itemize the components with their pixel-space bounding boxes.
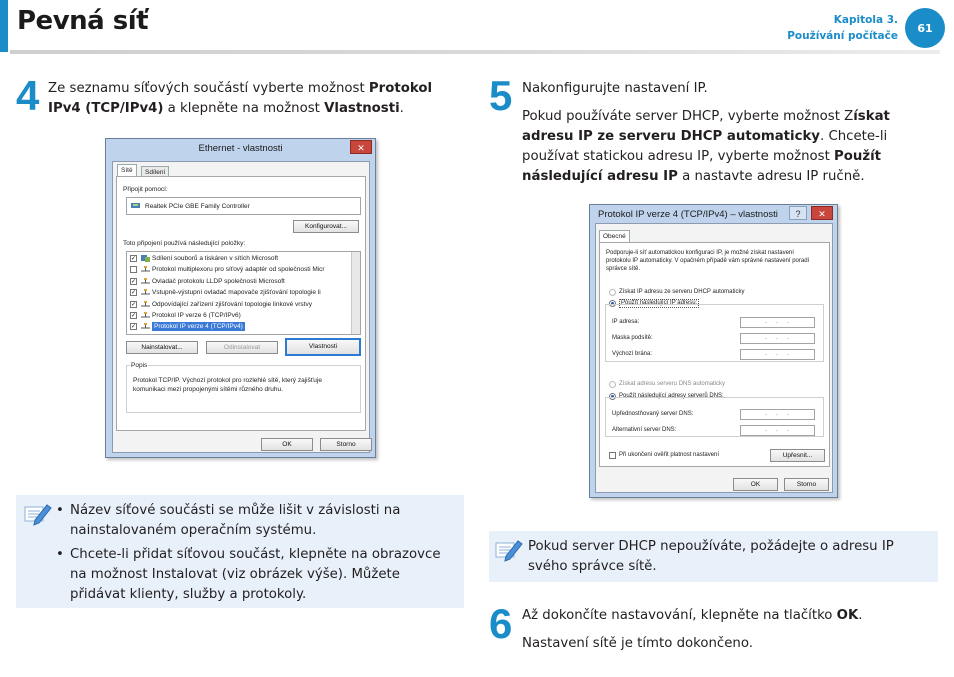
description-group (126, 362, 361, 413)
step-5-text (522, 79, 940, 195)
install-button[interactable]: Nainstalovat... (126, 341, 198, 354)
header-accent-bar (0, 0, 8, 52)
advanced-button[interactable]: Upřesnit... (770, 449, 825, 462)
manual-dns-label: Použít následující adresy serverů DNS: (619, 393, 724, 399)
note-item-1-text: Název síťové součásti se může lišit v závislosti na nainstalovaném operačním systému. (70, 503, 401, 538)
protocol-icon (141, 289, 150, 296)
step-6-text-c: . (858, 608, 863, 623)
note-item-2-text: Chcete-li přidat síťovou součást, klepněte na obrazovce na možnost Instalovat (viz obrázek výše). Můžete přidávat klienty, služby a protokoly. (70, 547, 441, 602)
step-4-text-c: a klepněte na možnost (163, 101, 325, 116)
configure-button[interactable]: Konfigurovat... (293, 220, 359, 233)
dialog-body (595, 223, 833, 493)
step-4-text-e: . (399, 101, 404, 116)
protocol-icon (141, 301, 150, 308)
ip-group (605, 304, 824, 362)
page-number-badge: 61 (905, 8, 945, 48)
connect-using-label: Připojit pomocí: (123, 186, 168, 193)
step-6-text (522, 606, 940, 662)
help-icon[interactable]: ? (789, 206, 807, 220)
step-6-number: 6 (489, 600, 513, 647)
component-checkbox[interactable] (130, 266, 137, 273)
cancel-button[interactable]: Storno (784, 478, 829, 491)
step-4-text-a: Ze seznamu síťových součástí vyberte možnost (48, 81, 369, 96)
close-icon[interactable]: ✕ (811, 206, 833, 220)
component-checkbox[interactable]: ✓ (131, 290, 137, 297)
note-box-left (16, 495, 464, 608)
component-checkbox[interactable]: ✓ (131, 278, 137, 285)
subnet-input[interactable]: ... (740, 333, 815, 344)
tab-network[interactable]: Sítě (117, 164, 137, 177)
protocol-icon (141, 278, 150, 285)
component-label[interactable]: Ovladač protokolu LLDP společnosti Microsoft (152, 277, 285, 285)
step-4-text (48, 79, 458, 119)
step-5-p-e: a nastavte adresu IP ručně. (677, 169, 865, 184)
cancel-button[interactable]: Storno (320, 438, 372, 451)
ip-address-label: IP adresa: (612, 319, 640, 325)
note-item-1 (56, 501, 456, 541)
chapter-info (787, 12, 898, 44)
note-right-text: Pokud server DHCP nepoužíváte, požádejte o adresu IP svého správce sítě. (528, 539, 894, 574)
ipv4-properties-dialog (589, 204, 838, 498)
description-text: Protokol TCP/IP. Výchozí protokol pro rozlehlé sítě, který zajišťuje komunikaci mezi propojenými sítěmi různého druhu. (133, 377, 322, 393)
step-5-p-c: . Chcete-li používat statickou adresu IP, vyberte možnost (522, 129, 888, 164)
step-4-text-b: Protokol IPv4 (TCP/IPv4) (48, 81, 433, 116)
bullet: • (56, 503, 64, 518)
note-pencil-icon (494, 537, 524, 563)
component-checkbox[interactable]: ✓ (131, 256, 137, 262)
component-label[interactable]: Protokol IP verze 4 (TCP/IPv4) (154, 323, 243, 331)
chapter-label: Kapitola 3. (833, 14, 898, 26)
file-sharing-icon (141, 255, 150, 262)
dialog-title: Protokol IP verze 4 (TCP/IPv4) – vlastnosti (598, 209, 778, 220)
note-box-right (489, 531, 938, 582)
step-4-text-d: Vlastnosti (324, 101, 400, 116)
intro-text: Podporuje-li síť automatickou konfiguraci IP, je možné získat nastavení protokolu IP automaticky. V opačném případě vám správné nastavení poradí správce sítě. (606, 250, 810, 272)
component-label[interactable]: Odpovídající zařízení zjišťování topologie linkové vrstvy (152, 300, 312, 308)
description-label: Popis (131, 362, 148, 369)
auto-dns-label: Získat adresu serveru DNS automaticky (619, 381, 726, 387)
manual-ip-label: Použít následující IP adresu: (621, 300, 698, 306)
adapter-field (126, 197, 361, 215)
auto-ip-label: Získat IP adresu ze serveru DHCP automaticky (619, 289, 745, 295)
step-5-p-a: Pokud používáte server DHCP, vyberte možnost Z (522, 109, 854, 124)
validate-checkbox[interactable] (609, 452, 616, 459)
ip-address-input[interactable]: ... (740, 317, 815, 328)
step-4-number: 4 (16, 72, 40, 119)
ok-button[interactable]: OK (733, 478, 778, 491)
step-5-p-b: ískat adresu IP ze serveru DHCP automaticky (522, 109, 890, 144)
tab-sharing[interactable]: Sdílení (141, 166, 169, 179)
gateway-label: Výchozí brána: (612, 351, 653, 357)
step-5-number: 5 (489, 72, 513, 119)
component-label[interactable]: Protokol IP verze 6 (TCP/IPv6) (152, 312, 241, 319)
preferred-dns-input[interactable]: ... (740, 409, 815, 420)
protocol-icon (141, 312, 150, 319)
protocol-icon (141, 266, 150, 273)
note-pencil-icon (23, 501, 53, 527)
subnet-label: Maska podsítě: (612, 335, 653, 341)
chapter-subtitle: Používání počítače (787, 30, 898, 42)
step-6-text-b: OK (836, 608, 859, 623)
step-5-p-d: Použít následující adresu IP (522, 149, 882, 184)
alternate-dns-label: Alternativní server DNS: (612, 427, 677, 433)
header-divider (10, 50, 940, 54)
preferred-dns-label: Upřednostňovaný server DNS: (612, 411, 694, 417)
page-title: Pevná síť (17, 6, 149, 36)
network-tab-panel (116, 176, 366, 431)
note-item-2 (56, 545, 456, 605)
step-6-line-1 (522, 606, 940, 626)
auto-ip-radio[interactable] (609, 289, 616, 296)
bullet: • (56, 547, 64, 562)
step-6-text-a: Až dokončíte nastavování, klepněte na tlačítko (522, 608, 837, 623)
close-icon[interactable]: ✕ (350, 140, 372, 154)
component-checkbox[interactable]: ✓ (131, 301, 137, 308)
step-5-paragraph (522, 107, 940, 187)
items-label: Toto připojení používá následující položky: (123, 240, 246, 247)
dialog-title: Ethernet - vlastnosti (198, 143, 283, 154)
validate-label: Při ukončení ověřit platnost nastavení (619, 452, 720, 458)
component-label[interactable]: Protokol multiplexoru pro síťový adaptér od společnosti Micr (152, 266, 325, 274)
adapter-name: Realtek PCIe GBE Family Controller (145, 203, 250, 210)
component-label[interactable]: Sdílení souborů a tiskáren v sítích Microsoft (152, 255, 279, 262)
list-scrollbar[interactable] (351, 252, 360, 334)
auto-dns-radio[interactable] (609, 381, 616, 388)
step-6-line-2: Nastavení sítě je tímto dokončeno. (522, 636, 753, 651)
ok-button[interactable]: OK (261, 438, 313, 451)
ethernet-properties-dialog (105, 138, 376, 458)
network-adapter-icon (131, 202, 140, 209)
dns-group (605, 397, 824, 437)
component-label[interactable]: Vstupně-výstupní ovladač mapovače zjišťování topologie li (152, 289, 321, 297)
gateway-input[interactable]: ... (740, 349, 815, 360)
properties-button[interactable]: Vlastnosti (285, 338, 361, 356)
component-checkbox[interactable]: ✓ (131, 313, 137, 319)
tab-general[interactable]: Obecné (599, 230, 630, 243)
protocol-icon (141, 323, 150, 330)
step-5-line-1: Nakonfigurujte nastavení IP. (522, 81, 708, 96)
general-tab-panel (599, 242, 830, 467)
note-list-left (56, 501, 456, 609)
uninstall-button[interactable]: Odinstalovat (206, 341, 278, 354)
components-list[interactable] (126, 251, 361, 335)
component-checkbox[interactable]: ✓ (131, 324, 137, 331)
dialog-body (112, 161, 370, 453)
alternate-dns-input[interactable]: ... (740, 425, 815, 436)
